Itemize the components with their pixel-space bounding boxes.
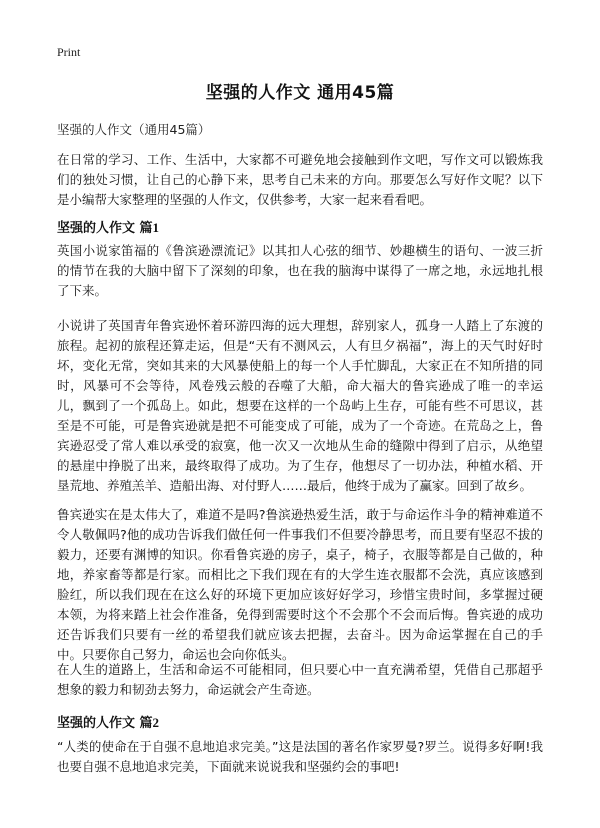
section1-paragraph-4: 在人生的道路上，生活和命运不可能相同，但只要心中一直充满希望，凭借自己那超乎想象的毅力和韧劲去努力，命运就会产生奇迹。 xyxy=(57,662,543,697)
section1-paragraph-3: 鲁宾逊实在是太伟大了，难道不是吗?鲁滨逊热爱生活，敢于与命运作斗争的精神难道不令人敬佩吗?他的成功告诉我们做任何一件事我们不但要冷静思考，而且要有坚忍不拔的毅力，还要有渊博的知识。你看鲁宾逊的房子，桌子，椅子，衣服等都是自己做的，种地，养家畜等都是行家。而相比之下我们现在有的大学生连衣服都不会洗，真应该感到脸红，所以我们现在在这么好的环境下更加应该好好学习，珍惜宝贵时间，多掌握过硬本领，为将来踏上社会作准备，免得到需要时这个不会那个不会而后悔。鲁宾逊的成功还告诉我们只要有一丝的希望我们就应该去把握，去奋斗。因为命运掌握在自己的手中。只要你自己努力，命运也会向你低头。 xyxy=(57,507,543,662)
print-label: Print xyxy=(57,45,81,59)
document-subtitle: 坚强的人作文（通用45篇） xyxy=(57,122,211,137)
section-heading-2 xyxy=(57,712,159,731)
section-heading-1-text: 坚强的人作文 篇 xyxy=(57,221,153,236)
section-heading-2-number: 2 xyxy=(152,715,160,730)
section-heading-2-text: 坚强的人作文 篇 xyxy=(57,716,153,731)
section-heading-1 xyxy=(57,217,159,236)
section2-paragraph-1: “人类的使命在于自强不息地追求完美。”这是法国的著名作家罗曼?罗兰。说得多好啊!我也要自强不息地追求完美，下面就来说说我和坚强约会的事吧! xyxy=(57,739,543,774)
section1-paragraph-1: 英国小说家笛福的《鲁滨逊漂流记》以其扣人心弦的细节、妙趣横生的语句、一波三折的情节在我的大脑中留下了深刻的印象，也在我的脑海中谋得了一席之地，永远地扎根了下来。 xyxy=(57,243,543,298)
intro-paragraph: 在日常的学习、工作、生活中，大家都不可避免地会接触到作文吧，写作文可以锻炼我们的独处习惯，让自己的心静下来，思考自己未来的方向。那要怎么写好作文呢？以下是小编帮大家整理的坚强的人作文，仅供参考，大家一起来看看吧。 xyxy=(57,152,543,207)
document-title: 坚强的人作文 通用45篇 xyxy=(205,83,395,103)
section-heading-1-number: 1 xyxy=(152,220,160,235)
section1-paragraph-2: 小说讲了英国青年鲁宾逊怀着环游四海的远大理想，辞别家人，孤身一人踏上了东渡的旅程。起初的旅程还算走运，但是“天有不测风云，人有旦夕祸福”，海上的天气时好时坏，变化无常，突如其来的大风暴使船上的每一个人手忙脚乱，大家正在不知所措的同时，风暴可不会等待，风卷残云般的吞噬了大船，命大福大的鲁宾逊成了唯一的幸运儿，飘到了一个孤岛上。如此，想要在这样的一个岛屿上生存，可能有些不可思议，甚至是不可能，可是鲁宾逊就是把不可能变成了可能，成为了一个奇迹。在荒岛之上，鲁宾逊忍受了常人难以承受的寂寞，他一次又一次地从生命的缝隙中得到了启示，从绝望的悬崖中挣脱了出来，最终取得了成功。为了生存，他想尽了一切办法，种植水稻、开垦荒地、养殖羔羊、造船出海、对付野人……最后，他终于成为了赢家。回到了故乡。 xyxy=(57,318,543,493)
